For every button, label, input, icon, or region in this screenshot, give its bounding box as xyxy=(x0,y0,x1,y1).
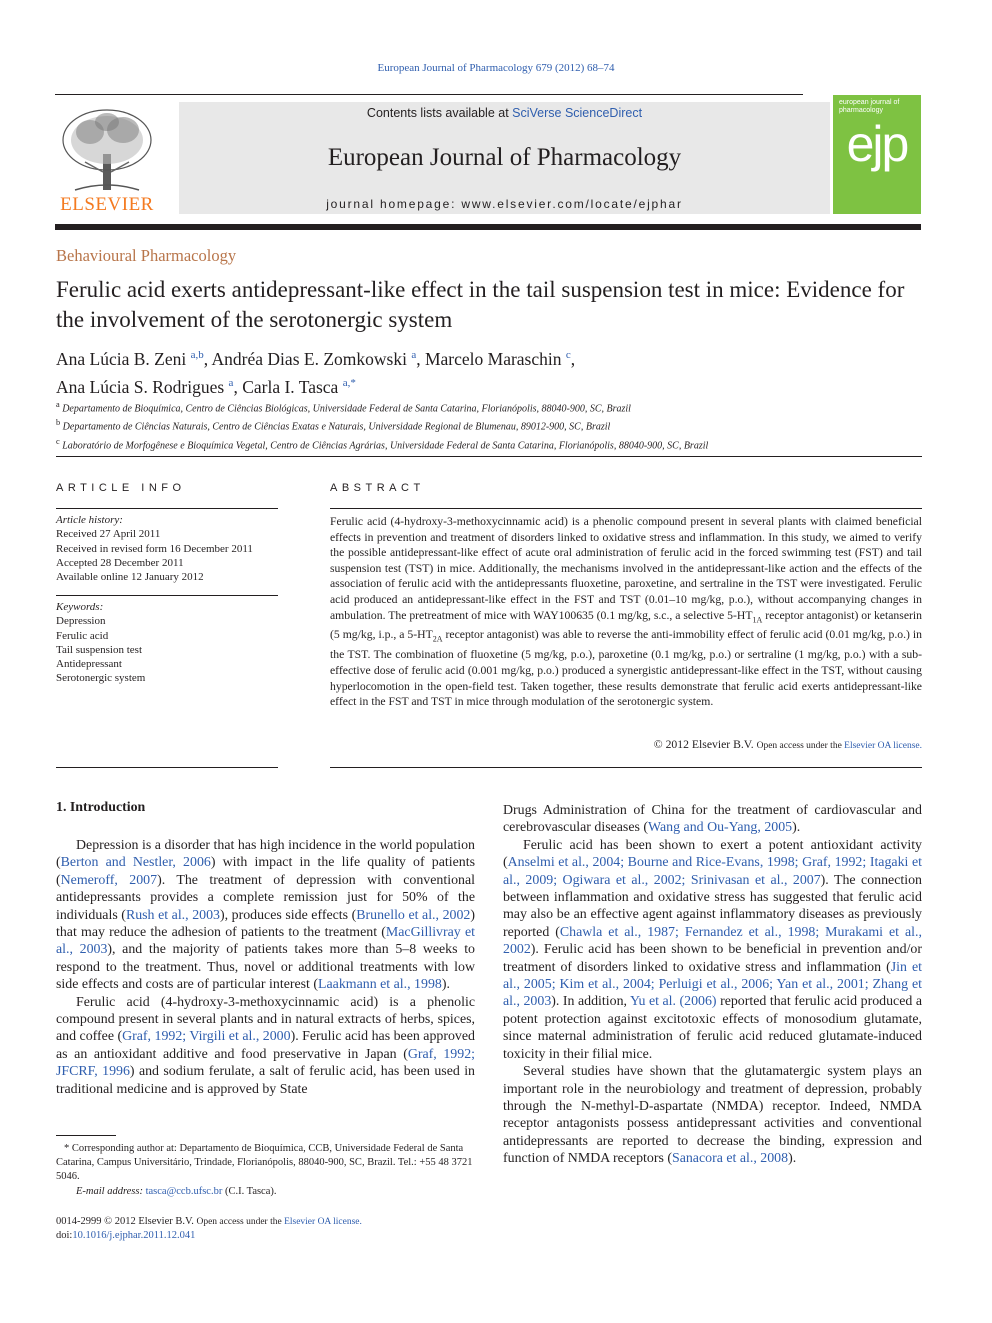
author-list xyxy=(56,343,936,399)
body-text: ). Ferulic acid has been shown to be beneficial in prevention and/or treatment of disorders linked to oxidative stress and inflammation ( xyxy=(503,942,922,975)
body-text: ). xyxy=(441,977,450,993)
body-text: Several studies have shown that the glutamatergic system plays an important role in the neurobiology and treatment of depression, probably through the N-methyl-D-aspartate (NMDA) receptor. Indeed, NMDA receptor antagonists possess antidepressant activities and conventional antidepressants are reported to decrease the binding, expression and function of NMDA receptors ( xyxy=(503,1064,922,1167)
body-paragraph xyxy=(503,1063,922,1167)
citation-link[interactable]: Graf, 1992; JFCRF, 1996 xyxy=(56,1046,475,1080)
author-separator: , xyxy=(233,376,243,397)
footnote-rule xyxy=(56,1135,116,1136)
citation-link[interactable]: Chawla et al., 1987; Fernandez et al., 1998; Murakami et al., 2002 xyxy=(503,924,922,958)
doi-prefix: doi: xyxy=(56,1230,73,1241)
bottom-oa-link[interactable]: Elsevier OA license. xyxy=(284,1217,362,1227)
body-text: ), produces side effects ( xyxy=(219,907,357,923)
author-name: Ana Lúcia B. Zeni xyxy=(56,348,187,369)
keyword-item: Antidepressant xyxy=(56,658,122,671)
affiliation-mark: c xyxy=(56,436,60,446)
body-text: ) with impact in the life quality of patients ( xyxy=(56,855,475,888)
affiliation-item xyxy=(56,398,936,416)
citation-link[interactable]: Berton and Nestler, 2006 xyxy=(60,855,211,871)
body-text: ) that may reduce the adhesion of patients to the treatment ( xyxy=(56,907,475,941)
citation-link[interactable]: Sanacora et al., 2008 xyxy=(671,1151,789,1167)
abstract-part-2: receptor antagonist) or ketanserin (5 mg/kg, i.p., a 5-HT xyxy=(330,608,922,642)
affiliation-item xyxy=(56,416,936,434)
keywords-block xyxy=(56,600,278,686)
keyword-item: Tail suspension test xyxy=(56,643,143,656)
history-label: Article history: xyxy=(56,514,123,526)
body-paragraph xyxy=(503,837,922,1063)
introduction-heading: 1. Introduction xyxy=(56,800,146,815)
affiliation-text: Departamento de Bioquímica, Centro de Ciências Biológicas, Universidade Federal de Santa Catarina, Florianópolis, 88040-900, SC, Brazil xyxy=(62,403,631,415)
history-item: Received 27 April 2011 xyxy=(56,528,161,541)
citation-link[interactable]: Wang and Ou-Yang, 2005 xyxy=(648,820,793,836)
article-history xyxy=(56,513,278,584)
issn-copyright: 0014-2999 © 2012 Elsevier B.V. xyxy=(56,1216,194,1227)
journal-name: European Journal of Pharmacology xyxy=(327,144,682,171)
history-item: Received in revised form 16 December 2011 xyxy=(56,542,253,555)
contents-line xyxy=(179,106,830,120)
email-suffix: (C.I. Tasca). xyxy=(222,1185,277,1197)
email-line xyxy=(56,1185,475,1199)
bottom-oa-text: Open access under the xyxy=(196,1217,285,1227)
body-paragraph xyxy=(56,837,475,994)
body-text: reported that ferulic acid produced a potent protection against excitotoxic effects of monosodium glutamate, since maternal administration of ferulic acid reduced glutamate-induced toxicity in their filial mice. xyxy=(503,994,922,1062)
journal-citation[interactable]: European Journal of Pharmacology 679 (2012) 68–74 xyxy=(377,62,615,74)
abstract-oa-link[interactable]: Elsevier OA license. xyxy=(844,741,922,751)
article-info-rule xyxy=(56,508,278,509)
author-affiliation-mark[interactable]: a xyxy=(228,376,234,389)
author-separator: , xyxy=(570,348,576,369)
keyword-item: Ferulic acid xyxy=(56,629,109,642)
keywords-label: Keywords: xyxy=(56,601,104,613)
corresponding-footnote xyxy=(56,1142,475,1199)
abstract-copyright-line xyxy=(330,738,922,751)
ejp-cover-logo[interactable] xyxy=(833,95,921,214)
history-list xyxy=(56,527,278,584)
contents-prefix: Contents lists available at xyxy=(366,106,513,120)
affiliation-mark: a xyxy=(56,400,60,409)
body-paragraph xyxy=(56,994,475,1098)
author-affiliation-mark[interactable]: a,* xyxy=(342,376,356,389)
affiliation-text: Departamento de Ciências Naturais, Centro de Ciências Exatas e Naturais, Universidade Regional de Blumenau, 89012-900, SC, Brazil xyxy=(62,421,611,433)
author-affiliation-mark[interactable]: a,b xyxy=(190,349,204,361)
author-separator: , xyxy=(203,348,212,369)
history-item: Available online 12 January 2012 xyxy=(56,571,204,584)
body-text: ). In addition, xyxy=(551,994,630,1010)
section-label: Behavioural Pharmacology xyxy=(56,246,237,265)
body-text: ) and sodium ferulate, a salt of ferulic acid, has been used in traditional medicine and is approved by State xyxy=(56,1064,475,1097)
abstract-heading: ABSTRACT xyxy=(330,482,425,494)
title-rule xyxy=(56,456,922,457)
body-text: Ferulic acid has been shown to exert a potent antioxidant activity ( xyxy=(503,837,922,871)
affiliation-text: Laboratório de Morfogênese e Bioquímica Vegetal, Centro de Ciências Agrárias, Universidade Federal de Santa Catarina, Florianópolis, 88040-900, SC, Brazil xyxy=(62,439,709,451)
abstract-text xyxy=(330,514,922,710)
abstract-part-1: Ferulic acid (4-hydroxy-3-methoxycinnamic acid) is a phenolic compound present in several plants with claimed beneficial effects in prevention and treatment of disorders linked to oxidative stress and inflammation. In this study, we aimed to verify the possible antidepressant-like effect of acute oral administration of ferulic acid in the forced swimming test (FST) and tail suspension test (TST) in mice. Additionally, the mechanisms involved in the antidepressant-like action and the effects of the association of ferulic acid with the antidepressants fluoxetine, paroxetine, and sertraline in the TST were investigated. Ferulic acid produced an antidepressant-like effect in the FST and TST (0.01–10 mg/kg, p.o.), without accompanying changes in ambulation. The pretreatment of mice with WAY100635 (0.1 mg/kg, s.c., a selective 5-HT xyxy=(330,515,922,622)
ejp-brand: ejp xyxy=(846,116,908,172)
elsevier-logo[interactable] xyxy=(55,102,159,214)
body-text: Ferulic acid (4-hydroxy-3-methoxycinnamic acid) is a phenolic compound present in several plants and in natural extracts of herbs, spices, and coffee ( xyxy=(56,994,475,1045)
article-info-bottom-rule xyxy=(56,767,278,768)
citation-link[interactable]: Jin et al., 2005; Kim et al., 2004; Perluigi et al., 2006; Yan et al., 2001; Zhang et al., 2003 xyxy=(503,959,922,1010)
citation-link[interactable]: Anselmi et al., 2004; Bourne and Rice-Evans, 1998; Graf, 1992; Itagaki et al., 2009; Ogiwara et al., 2002; Srinivasan et al., 2007 xyxy=(503,855,922,888)
keywords-rule xyxy=(56,595,278,596)
body-text: ), and the majority of patients takes more than 5–8 weeks to respond to the treatment. Thus, novel or additional treatments with low side effects and costs are of particular interest ( xyxy=(56,942,475,993)
body-column-right xyxy=(503,802,922,1168)
affiliation-list xyxy=(56,398,936,453)
header-thick-rule xyxy=(55,224,921,230)
corresponding-author: * Corresponding author at: Departamento de Bioquímica, CCB, Universidade Federal de Santa Catarina, Campus Universitário, Trindade, Florianópolis, 88040-900, SC, Brazil. Tel.: +55 48 3721 5046. xyxy=(56,1143,473,1183)
author-name: Andréa Dias E. Zomkowski xyxy=(211,348,407,369)
abstract-rule xyxy=(330,508,922,509)
ejp-cover-top-line: european journal of pharmacology xyxy=(839,99,900,114)
body-text: ). xyxy=(792,820,801,836)
history-item: Accepted 28 December 2011 xyxy=(56,556,184,569)
body-text: Depression is a disorder that has high incidence in the world population ( xyxy=(56,838,475,871)
citation-link[interactable]: MacGillivray et al., 2003 xyxy=(56,925,475,958)
keyword-item: Serotonergic system xyxy=(56,672,146,685)
email-link[interactable]: tasca@ccb.ufsc.br xyxy=(145,1185,223,1197)
citation-link[interactable]: Graf, 1992; Virgili et al., 2000 xyxy=(122,1029,291,1045)
doi-line xyxy=(56,1229,362,1243)
body-text: ). Ferulic acid has been approved as an antioxidant additive and food preservative in Japan ( xyxy=(56,1029,475,1062)
abstract-sub-2: 2A xyxy=(432,634,443,644)
body-paragraph xyxy=(503,802,922,837)
doi-link[interactable]: 10.1016/j.ejphar.2011.12.041 xyxy=(72,1230,196,1241)
email-label: E-mail address: xyxy=(76,1185,146,1197)
citation-link[interactable]: Brunello et al., 2002 xyxy=(356,907,471,923)
issn-line xyxy=(56,1215,362,1229)
journal-homepage[interactable]: journal homepage: www.elsevier.com/locate/ejphar xyxy=(326,197,683,211)
citation-link[interactable]: Rush et al., 2003 xyxy=(125,907,220,923)
body-text: ). The treatment of depression with conventional antidepressants provides a complete remission just for 50% of the individuals ( xyxy=(56,872,475,923)
body-text: ). xyxy=(788,1151,797,1167)
journal-banner xyxy=(179,102,830,214)
abstract-bottom-rule xyxy=(330,767,922,768)
author-affiliation-mark[interactable]: a xyxy=(411,349,417,361)
abstract-oa-text: Open access under the xyxy=(756,741,845,751)
sciencedirect-link[interactable]: SciVerse ScienceDirect xyxy=(512,106,643,120)
abstract-sub-1: 1A xyxy=(752,614,763,624)
abstract-copyright: © 2012 Elsevier B.V. xyxy=(653,738,754,751)
author-affiliation-mark[interactable]: c xyxy=(565,349,571,361)
body-text: ). The connection between inflammation and oxidative stress has suggested that ferulic acid may also be an effective agent against inflammatory diseases as previously reported ( xyxy=(503,872,922,940)
body-text: Drugs Administration of China for the treatment of cardiovascular and cerebrovascular diseases ( xyxy=(503,803,922,836)
affiliation-item xyxy=(56,435,936,453)
abstract-part-3: receptor antagonist) was able to reverse the anti-immobility effect of ferulic acid (0.01 mg/kg, p.o.) in the TST. The combination of fluoxetine (5 mg/kg, p.o.), paroxetine (0.1 mg/kg, p.o.) or sertraline (1 mg/kg, p.o.) with a sub-effective dose of ferulic acid (0.001 mg/kg, p.o.) produced a synergistic antidepressant-like effect in the TST, without causing hyperlocomotion in the open-field test. Taken together, these results demonstrate that ferulic acid exerts antidepressant-like effect in the FST and TST in mice through modulation of the serotonergic system. xyxy=(330,628,923,709)
citation-link[interactable]: Nemeroff, 2007 xyxy=(60,872,158,888)
article-info-heading: ARTICLE INFO xyxy=(56,482,186,494)
citation-link[interactable]: Yu et al. (2006) xyxy=(630,994,717,1010)
article-title: Ferulic acid exerts antidepressant-like effect in the tail suspension test in mice: Evidence for the involvement of the serotonergic system xyxy=(56,277,905,332)
affiliation-mark: b xyxy=(56,418,61,428)
author-name: Ana Lúcia S. Rodrigues xyxy=(56,376,225,397)
keywords-list xyxy=(56,614,278,685)
citation-link[interactable]: Laakmann et al., 1998 xyxy=(318,977,442,993)
body-column-left xyxy=(56,837,475,1098)
elsevier-wordmark: ELSEVIER xyxy=(60,194,154,215)
header-rule xyxy=(55,94,803,95)
keyword-item: Depression xyxy=(56,615,106,628)
author-name: Carla I. Tasca xyxy=(242,376,339,397)
bottom-identifiers xyxy=(56,1215,362,1243)
author-name: Marcelo Maraschin xyxy=(424,348,562,369)
author-separator: , xyxy=(416,348,425,369)
